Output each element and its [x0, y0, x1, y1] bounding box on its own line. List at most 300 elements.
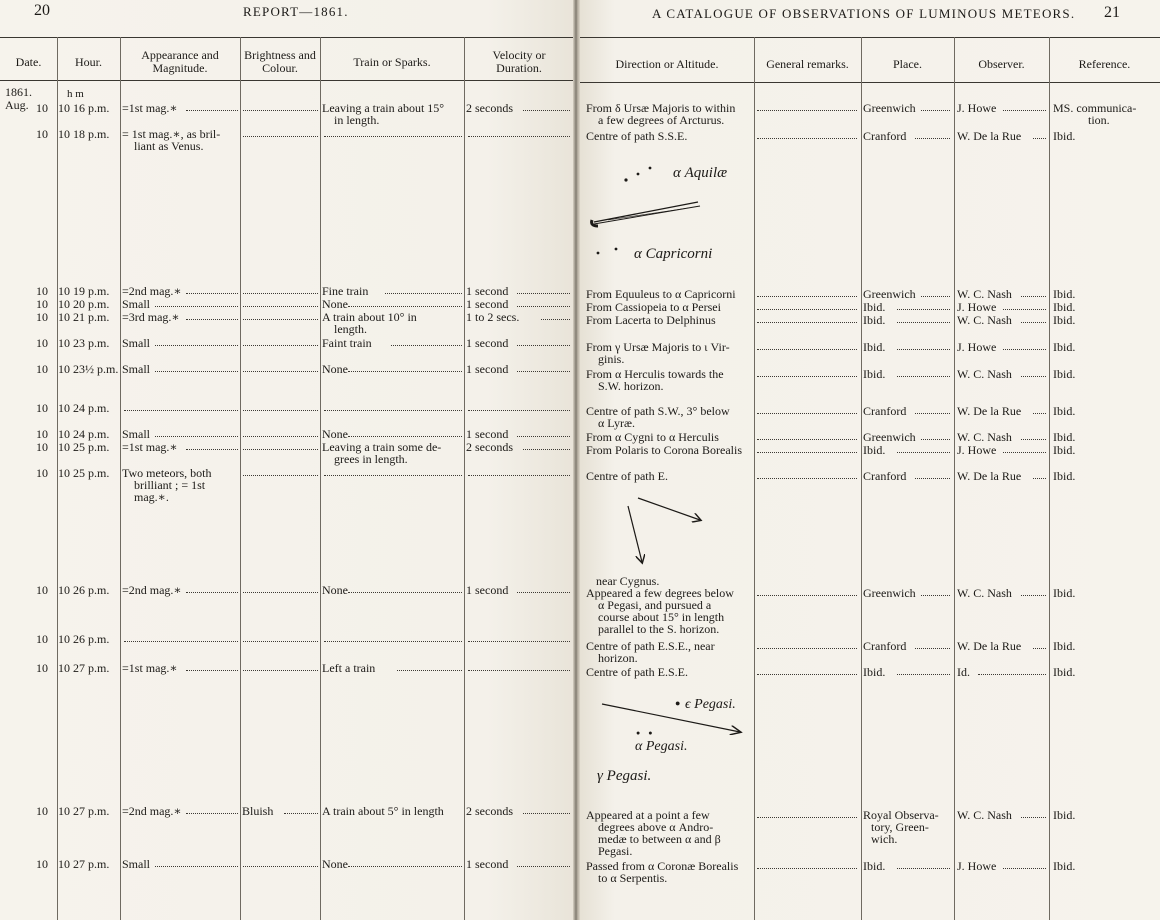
- reference-cell: Ibid.: [1053, 129, 1076, 143]
- reference-cell: Ibid.: [1053, 639, 1076, 653]
- dot-leader: [155, 866, 238, 867]
- page-number: 20: [34, 2, 50, 19]
- appearance-cell: =1st mag.∗: [122, 440, 178, 454]
- dot-leader: [155, 436, 238, 437]
- dot-leader: [1021, 439, 1046, 440]
- dot-leader: [186, 592, 238, 593]
- table-row: [0, 467, 573, 481]
- dot-leader: [541, 319, 570, 320]
- hour-cell: 10 26 p.m.: [58, 632, 110, 646]
- direction-cell: From δ Ursæ Majoris to within: [586, 101, 736, 115]
- appearance-cell: =3rd mag.∗: [122, 310, 180, 324]
- reference-cell: Ibid.: [1053, 586, 1076, 600]
- dot-leader: [921, 439, 950, 440]
- dot-leader: [897, 309, 951, 310]
- dot-leader: [897, 868, 951, 869]
- dot-leader: [517, 592, 570, 593]
- observer-cell: J. Howe: [957, 101, 997, 115]
- dot-leader: [757, 309, 857, 310]
- velocity-cell: 1 to 2 secs.: [466, 310, 520, 324]
- dot-leader: [523, 449, 570, 450]
- appearance-cell: Small: [122, 336, 151, 350]
- left-page: [0, 0, 573, 920]
- reference-cell: Ibid.: [1053, 300, 1076, 314]
- table-row: [0, 128, 573, 142]
- dot-leader: [243, 110, 318, 111]
- reference-cell: Ibid.: [1053, 859, 1076, 873]
- meteor-arrows-sketch: [620, 492, 710, 568]
- hour-cell: 10 25 p.m.: [58, 440, 110, 454]
- dot-leader: [324, 410, 462, 411]
- table-row: [0, 633, 573, 647]
- hour-cell: 10 27 p.m.: [58, 661, 110, 675]
- direction-cell: Centre of path E.S.E.: [586, 665, 688, 679]
- reference-cell: Ibid.: [1053, 808, 1076, 822]
- observer-cell: W. C. Nash: [957, 287, 1012, 301]
- label-alpha-aquilae: α Aquilæ: [673, 165, 728, 181]
- observer-cell: W. C. Nash: [957, 430, 1012, 444]
- appearance-cell: Small: [122, 362, 151, 376]
- table-row: [580, 470, 1160, 484]
- dot-leader: [324, 475, 462, 476]
- dot-leader: [757, 595, 857, 596]
- dot-leader: [243, 475, 318, 476]
- table-row: [0, 337, 573, 351]
- date-cell: 10: [36, 661, 48, 675]
- observer-cell: J. Howe: [957, 859, 997, 873]
- direction-cell: From Lacerta to Delphinus: [586, 313, 716, 327]
- hour-cell: 10 18 p.m.: [58, 127, 110, 141]
- train-cell: Leaving a train about 15°: [322, 101, 445, 115]
- dot-leader: [324, 641, 462, 642]
- observer-cell: W. C. Nash: [957, 367, 1012, 381]
- table-row: [0, 311, 573, 325]
- dot-leader: [124, 641, 238, 642]
- observer-cell: J. Howe: [957, 443, 997, 457]
- hour-cell: 10 21 p.m.: [58, 310, 110, 324]
- train-cell: None: [322, 583, 348, 597]
- table-row: [0, 363, 573, 377]
- observer-cell: W. De la Rue: [957, 404, 1022, 418]
- appearance-cell: =1st mag.∗: [122, 101, 178, 115]
- velocity-cell: 1 second: [466, 362, 509, 376]
- dot-leader: [757, 322, 857, 323]
- date-cell: 10: [36, 857, 48, 871]
- table-row: [580, 640, 1160, 654]
- meteor-path-sketch: [588, 190, 708, 230]
- direction-cell: From α Cygni to α Herculis: [586, 430, 719, 444]
- dot-leader: [897, 376, 951, 377]
- date-cell: 10: [36, 336, 48, 350]
- col-observer-header: Observer.: [978, 57, 1025, 71]
- date-cell: 10: [36, 583, 48, 597]
- direction-cell: Appeared a few degrees below: [586, 586, 734, 600]
- place-cell: Cranford: [863, 469, 907, 483]
- date-cell: 10: [36, 440, 48, 454]
- dot-leader: [1003, 868, 1046, 869]
- train-cell: None: [322, 427, 348, 441]
- star-dots: [594, 244, 624, 258]
- date-cell: 10: [36, 362, 48, 376]
- place-cell: Ibid.: [863, 443, 886, 457]
- direction-note: near Cygnus.: [596, 574, 660, 588]
- velocity-cell: 1 second: [466, 284, 509, 298]
- velocity-cell: 2 seconds: [466, 440, 513, 454]
- col-reference-header: Reference.: [1078, 57, 1131, 71]
- dot-leader: [468, 641, 570, 642]
- dot-leader: [243, 670, 318, 671]
- dot-leader: [921, 110, 950, 111]
- dot-leader: [517, 866, 570, 867]
- dot-leader: [921, 296, 950, 297]
- col-date-header: Date.: [15, 55, 42, 69]
- col-place-header: Place.: [893, 57, 922, 71]
- dot-leader: [186, 319, 238, 320]
- date-cell: 10: [36, 466, 48, 480]
- direction-continuation: ginis.: [598, 352, 625, 366]
- dot-leader: [348, 592, 462, 593]
- reference-cell: Ibid.: [1053, 313, 1076, 327]
- observer-cell: W. C. Nash: [957, 313, 1012, 327]
- dot-leader: [757, 478, 857, 479]
- direction-continuation: Pegasi.: [598, 844, 633, 858]
- dot-leader: [1021, 595, 1046, 596]
- appearance-cell: Small: [122, 297, 151, 311]
- direction-continuation: parallel to the S. horizon.: [598, 622, 720, 636]
- place-cell: Greenwich: [863, 287, 916, 301]
- month-label: Aug.: [5, 98, 29, 112]
- place-cell: Greenwich: [863, 430, 916, 444]
- velocity-cell: 1 second: [466, 857, 509, 871]
- dot-leader: [243, 293, 318, 294]
- page-number: 21: [1104, 4, 1120, 21]
- col-direction-header: Direction or Altitude.: [615, 57, 719, 71]
- dot-leader: [348, 436, 462, 437]
- table-row: [580, 130, 1160, 144]
- direction-continuation: medæ to between α and β: [598, 832, 721, 846]
- place-cell: Royal Observa-: [863, 808, 939, 822]
- table-row: [580, 314, 1160, 328]
- reference-cell: Ibid.: [1053, 665, 1076, 679]
- dot-leader: [757, 349, 857, 350]
- dot-leader: [243, 866, 318, 867]
- star-dots: [622, 164, 662, 184]
- dot-leader: [1021, 322, 1046, 323]
- date-cell: 10: [36, 632, 48, 646]
- dot-leader: [186, 293, 238, 294]
- place-cell: Cranford: [863, 129, 907, 143]
- direction-cell: Centre of path S.W., 3° below: [586, 404, 730, 418]
- table-row: [0, 102, 573, 116]
- dot-leader: [155, 371, 238, 372]
- direction-cell: Centre of path E.S.E., near: [586, 639, 715, 653]
- train-continuation: in length.: [334, 113, 380, 127]
- table-row: [0, 402, 573, 416]
- direction-cell: From α Herculis towards the: [586, 367, 724, 381]
- dot-leader: [1033, 413, 1046, 414]
- table-row: [0, 858, 573, 872]
- table-row: [0, 441, 573, 455]
- train-cell: None: [322, 857, 348, 871]
- header-bottom-rule: [0, 80, 573, 81]
- dot-leader: [517, 371, 570, 372]
- dot-leader: [385, 293, 462, 294]
- date-cell: 10: [36, 101, 48, 115]
- dot-leader: [517, 345, 570, 346]
- place-cell: Cranford: [863, 639, 907, 653]
- dot-leader: [1021, 296, 1046, 297]
- dot-leader: [1003, 349, 1046, 350]
- right-page: [580, 0, 1160, 920]
- place-cell: Cranford: [863, 404, 907, 418]
- dot-leader: [243, 371, 318, 372]
- dot-leader: [1033, 648, 1046, 649]
- col-appearance-header: Appearance and Magnitude.: [141, 48, 219, 75]
- direction-continuation: α Pegasi, and pursued a: [598, 598, 712, 612]
- dot-leader: [468, 410, 570, 411]
- hour-cell: 10 26 p.m.: [58, 583, 110, 597]
- dot-leader: [921, 595, 950, 596]
- dot-leader: [391, 345, 462, 346]
- hour-cell: 10 23 p.m.: [58, 336, 110, 350]
- appearance-cell: =1st mag.∗: [122, 661, 178, 675]
- train-cell: Left a train: [322, 661, 376, 675]
- date-cell: 10: [36, 804, 48, 818]
- dot-leader: [397, 670, 462, 671]
- direction-cell: Appeared at a point a few: [586, 808, 710, 822]
- place-cell: Ibid.: [863, 665, 886, 679]
- direction-continuation: course about 15° in length: [598, 610, 725, 624]
- hour-cell: 10 20 p.m.: [58, 297, 110, 311]
- hour-cell: 10 16 p.m.: [58, 101, 110, 115]
- dot-leader: [243, 136, 318, 137]
- label-gamma-pegasi: γ Pegasi.: [597, 768, 652, 784]
- dot-leader: [757, 138, 857, 139]
- appearance-continuation: liant as Venus.: [134, 139, 204, 153]
- dot-leader: [468, 136, 570, 137]
- observer-cell: W. De la Rue: [957, 469, 1022, 483]
- hour-cell: 10 25 p.m.: [58, 466, 110, 480]
- table-row: [580, 405, 1160, 419]
- label-epsilon-pegasi: ϵ Pegasi.: [685, 697, 736, 712]
- hour-units: h m: [67, 88, 84, 100]
- observer-cell: W. C. Nash: [957, 808, 1012, 822]
- appearance-cell: =2nd mag.∗: [122, 284, 182, 298]
- date-cell: 10: [36, 401, 48, 415]
- train-cell: None: [322, 362, 348, 376]
- table-row: [0, 662, 573, 676]
- header-bottom-rule: [580, 82, 1160, 83]
- dot-leader: [1033, 138, 1046, 139]
- place-continuation: wich.: [871, 832, 898, 846]
- dot-leader: [348, 371, 462, 372]
- direction-continuation: α Lyræ.: [598, 416, 635, 430]
- dot-leader: [468, 475, 570, 476]
- direction-continuation: horizon.: [598, 651, 638, 665]
- dot-leader: [284, 813, 318, 814]
- observer-cell: W. C. Nash: [957, 586, 1012, 600]
- col-remarks-header: General remarks.: [766, 57, 849, 71]
- velocity-cell: 1 second: [466, 297, 509, 311]
- dot-leader: [124, 410, 238, 411]
- direction-continuation: a few degrees of Arcturus.: [598, 113, 725, 127]
- place-cell: Greenwich: [863, 586, 916, 600]
- dot-leader: [186, 449, 238, 450]
- dot-leader: [523, 110, 570, 111]
- hour-cell: 10 24 p.m.: [58, 401, 110, 415]
- train-continuation: length.: [334, 322, 367, 336]
- dot-leader: [897, 322, 951, 323]
- dot-leader: [348, 866, 462, 867]
- observer-cell: W. De la Rue: [957, 639, 1022, 653]
- direction-cell: Centre of path E.: [586, 469, 668, 483]
- brightness-cell: Bluish: [242, 804, 274, 818]
- dot-leader: [186, 813, 238, 814]
- book-gutter: [573, 0, 580, 920]
- direction-continuation: degrees above α Andro-: [598, 820, 714, 834]
- appearance-continuation: brilliant ; = 1st: [134, 478, 206, 492]
- place-cell: Ibid.: [863, 313, 886, 327]
- train-continuation: grees in length.: [334, 452, 408, 466]
- col-train-header: Train or Sparks.: [353, 55, 431, 69]
- velocity-cell: 2 seconds: [466, 804, 513, 818]
- dot-leader: [186, 670, 238, 671]
- col-hour-header: Hour.: [75, 55, 102, 69]
- place-cell: Ibid.: [863, 300, 886, 314]
- place-continuation: tory, Green-: [871, 820, 929, 834]
- table-row: [580, 341, 1160, 355]
- dot-leader: [243, 410, 318, 411]
- dot-leader: [243, 436, 318, 437]
- train-cell: None: [322, 297, 348, 311]
- dot-leader: [243, 306, 318, 307]
- direction-cell: From Equuleus to α Capricorni: [586, 287, 736, 301]
- dot-leader: [915, 478, 950, 479]
- dot-leader: [757, 452, 857, 453]
- place-cell: Ibid.: [863, 340, 886, 354]
- dot-leader: [468, 670, 570, 671]
- date-cell: 10: [36, 297, 48, 311]
- dot-leader: [1021, 817, 1046, 818]
- reference-cell: Ibid.: [1053, 287, 1076, 301]
- dot-leader: [243, 319, 318, 320]
- dot-leader: [757, 413, 857, 414]
- dot-leader: [243, 641, 318, 642]
- dot-leader: [1003, 110, 1046, 111]
- direction-continuation: S.W. horizon.: [598, 379, 664, 393]
- dot-leader: [897, 452, 951, 453]
- dot-leader: [186, 110, 238, 111]
- col-velocity-header: Velocity or Duration.: [492, 48, 546, 75]
- table-row: [0, 805, 573, 819]
- dot-leader: [324, 136, 462, 137]
- place-cell: Ibid.: [863, 859, 886, 873]
- dot-leader: [757, 376, 857, 377]
- table-top-rule: [580, 37, 1160, 38]
- dot-leader: [757, 296, 857, 297]
- reference-cell: Ibid.: [1053, 404, 1076, 418]
- velocity-cell: 1 second: [466, 427, 509, 441]
- dot-leader: [243, 345, 318, 346]
- dot-leader: [915, 138, 950, 139]
- dot-leader: [757, 868, 857, 869]
- train-cell: Faint train: [322, 336, 372, 350]
- appearance-cell: Small: [122, 857, 151, 871]
- direction-cell: From γ Ursæ Majoris to ι Vir-: [586, 340, 730, 354]
- table-row: [0, 584, 573, 598]
- dot-leader: [757, 648, 857, 649]
- reference-cell: MS. communica-: [1053, 101, 1137, 115]
- date-cell: 10: [36, 310, 48, 324]
- table-row: [580, 368, 1160, 382]
- reference-cell: Ibid.: [1053, 367, 1076, 381]
- date-cell: 10: [36, 427, 48, 441]
- reference-continuation: tion.: [1088, 113, 1110, 127]
- year-label: 1861.: [5, 85, 32, 99]
- table-top-rule: [0, 37, 573, 38]
- reference-cell: Ibid.: [1053, 469, 1076, 483]
- star-dots: ●●: [636, 729, 661, 737]
- train-cell: A train about 5° in length: [322, 804, 444, 818]
- label-alpha-pegasi: α Pegasi.: [635, 739, 688, 754]
- dot-leader: [517, 293, 570, 294]
- direction-cell: Passed from α Coronæ Borealis: [586, 859, 739, 873]
- dot-leader: [523, 813, 570, 814]
- observer-cell: W. De la Rue: [957, 129, 1022, 143]
- train-cell: Fine train: [322, 284, 369, 298]
- dot-leader: [978, 674, 1046, 675]
- dot-leader: [1003, 309, 1046, 310]
- dot-leader: [757, 110, 857, 111]
- dot-leader: [348, 306, 462, 307]
- train-cell: A train about 10° in: [322, 310, 417, 324]
- dot-leader: [1033, 478, 1046, 479]
- table-row: [580, 444, 1160, 458]
- dot-leader: [1021, 376, 1046, 377]
- date-cell: 10: [36, 127, 48, 141]
- dot-leader: [757, 674, 857, 675]
- place-cell: Greenwich: [863, 101, 916, 115]
- dot-leader: [517, 436, 570, 437]
- direction-cell: From Cassiopeia to α Persei: [586, 300, 721, 314]
- dot-leader: [1003, 452, 1046, 453]
- label-alpha-capricorni: α Capricorni: [634, 246, 713, 262]
- reference-cell: Ibid.: [1053, 430, 1076, 444]
- reference-cell: Ibid.: [1053, 443, 1076, 457]
- velocity-cell: 2 seconds: [466, 101, 513, 115]
- dot-leader: [243, 592, 318, 593]
- hour-cell: 10 27 p.m.: [58, 804, 110, 818]
- table-row: [580, 666, 1160, 680]
- appearance-cell: Small: [122, 427, 151, 441]
- appearance-cell: Two meteors, both: [122, 466, 212, 480]
- dot-leader: [155, 306, 238, 307]
- dot-leader: [517, 306, 570, 307]
- hour-cell: 10 23½ p.m.: [58, 362, 119, 376]
- col-brightness-header: Brightness and Colour.: [244, 48, 316, 75]
- dot-leader: [155, 345, 238, 346]
- hour-cell: 10 27 p.m.: [58, 857, 110, 871]
- appearance-cell: = 1st mag.∗, as bril-: [122, 127, 221, 141]
- velocity-cell: 1 second: [466, 336, 509, 350]
- star-dot: ●: [675, 698, 681, 708]
- direction-continuation: to α Serpentis.: [598, 871, 668, 885]
- observer-cell: J. Howe: [957, 300, 997, 314]
- hour-cell: 10 19 p.m.: [58, 284, 110, 298]
- dot-leader: [897, 674, 951, 675]
- reference-cell: Ibid.: [1053, 340, 1076, 354]
- observer-cell: Id.: [957, 665, 970, 679]
